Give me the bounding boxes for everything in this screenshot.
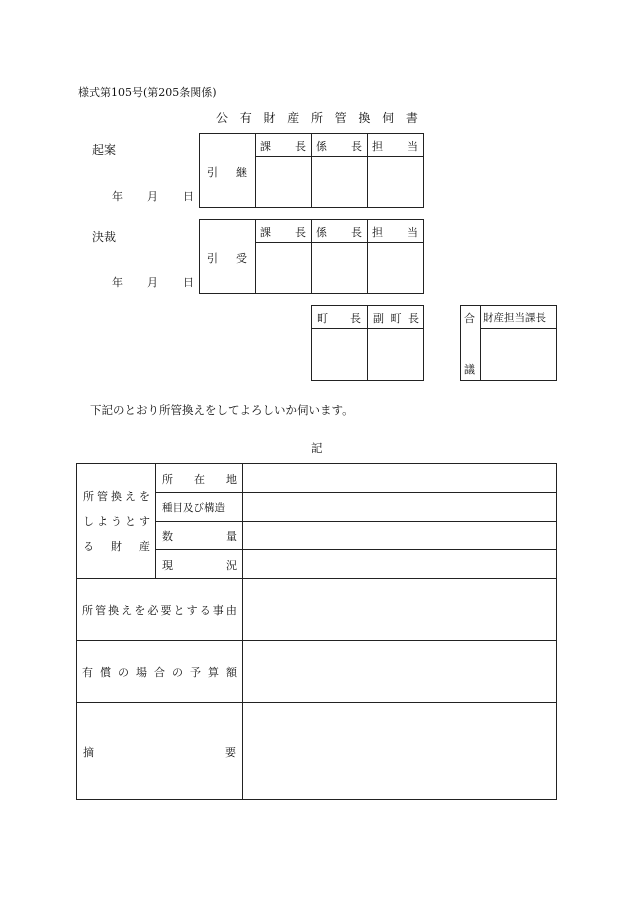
condition-label: 現 況 [162,559,237,572]
drafting-label: 起案 [92,143,117,157]
reason-field[interactable] [243,579,556,640]
receive-header-section-chief: 課 長 [260,226,306,239]
mayor-header: 町 長 [317,312,361,325]
location-field[interactable] [243,464,556,492]
handover-header-section-chief: 課 長 [260,140,306,153]
type-structure-label: 種目及び構造 [162,502,225,514]
location-label: 所 在 地 [162,473,237,486]
handover-header-subsection-chief: 係 長 [316,140,362,153]
form-number: 様式第105号(第205条関係) [78,86,217,99]
property-label-line-3: る 財 産 [83,540,150,553]
mayor-stamp[interactable] [312,329,366,380]
drafting-date-month: 月 [147,190,158,203]
handover-stamp-staff[interactable] [368,157,423,207]
handover-header-staff: 担 当 [372,140,418,153]
approval-date-day: 日 [183,276,194,289]
receive-header-staff: 担 当 [372,226,418,239]
type-structure-field[interactable] [243,493,556,521]
property-label-line-1: 所 管 換 え を [83,490,150,503]
summary-label-left: 摘 [83,746,94,759]
request-text: 下記のとおり所管換えをしてよろしいか伺います。 [90,403,354,417]
handover-stamp-subsection-chief[interactable] [312,157,366,207]
approval-date-year: 年 [112,276,123,289]
summary-field[interactable] [243,703,556,799]
consultation-label-bottom: 議 [464,363,475,376]
property-manager-header: 財産担当課長 [483,312,546,324]
ki-heading: 記 [311,441,323,455]
summary-label-right: 要 [225,746,236,759]
receive-header-subsection-chief: 係 長 [316,226,362,239]
consultation-label-top: 合 [464,312,475,325]
deputy-mayor-header: 副 町 長 [373,312,419,325]
property-label-line-2: し よ う と す [83,515,150,528]
handover-stamp-section-chief[interactable] [256,157,310,207]
handover-side-label: 引 継 [207,166,247,179]
drafting-date-year: 年 [112,190,123,203]
deputy-mayor-stamp[interactable] [368,329,423,380]
receive-side-label: 引 受 [207,252,247,265]
receive-stamp-section-chief[interactable] [256,243,310,293]
quantity-label: 数 量 [162,530,237,543]
receive-stamp-subsection-chief[interactable] [312,243,366,293]
condition-field[interactable] [243,550,556,578]
receive-stamp-staff[interactable] [368,243,423,293]
drafting-date-day: 日 [183,190,194,203]
reason-label: 所 管 換 え を 必 要 と す る 事 由 [82,604,237,617]
approval-label: 決裁 [92,230,117,244]
quantity-field[interactable] [243,522,556,549]
approval-date-month: 月 [147,276,158,289]
budget-field[interactable] [243,641,556,702]
page-title: 公 有 財 産 所 管 換 伺 書 [216,111,418,125]
property-manager-stamp[interactable] [481,329,556,380]
budget-label: 有 償 の 場 合 の 予 算 額 [82,666,237,679]
